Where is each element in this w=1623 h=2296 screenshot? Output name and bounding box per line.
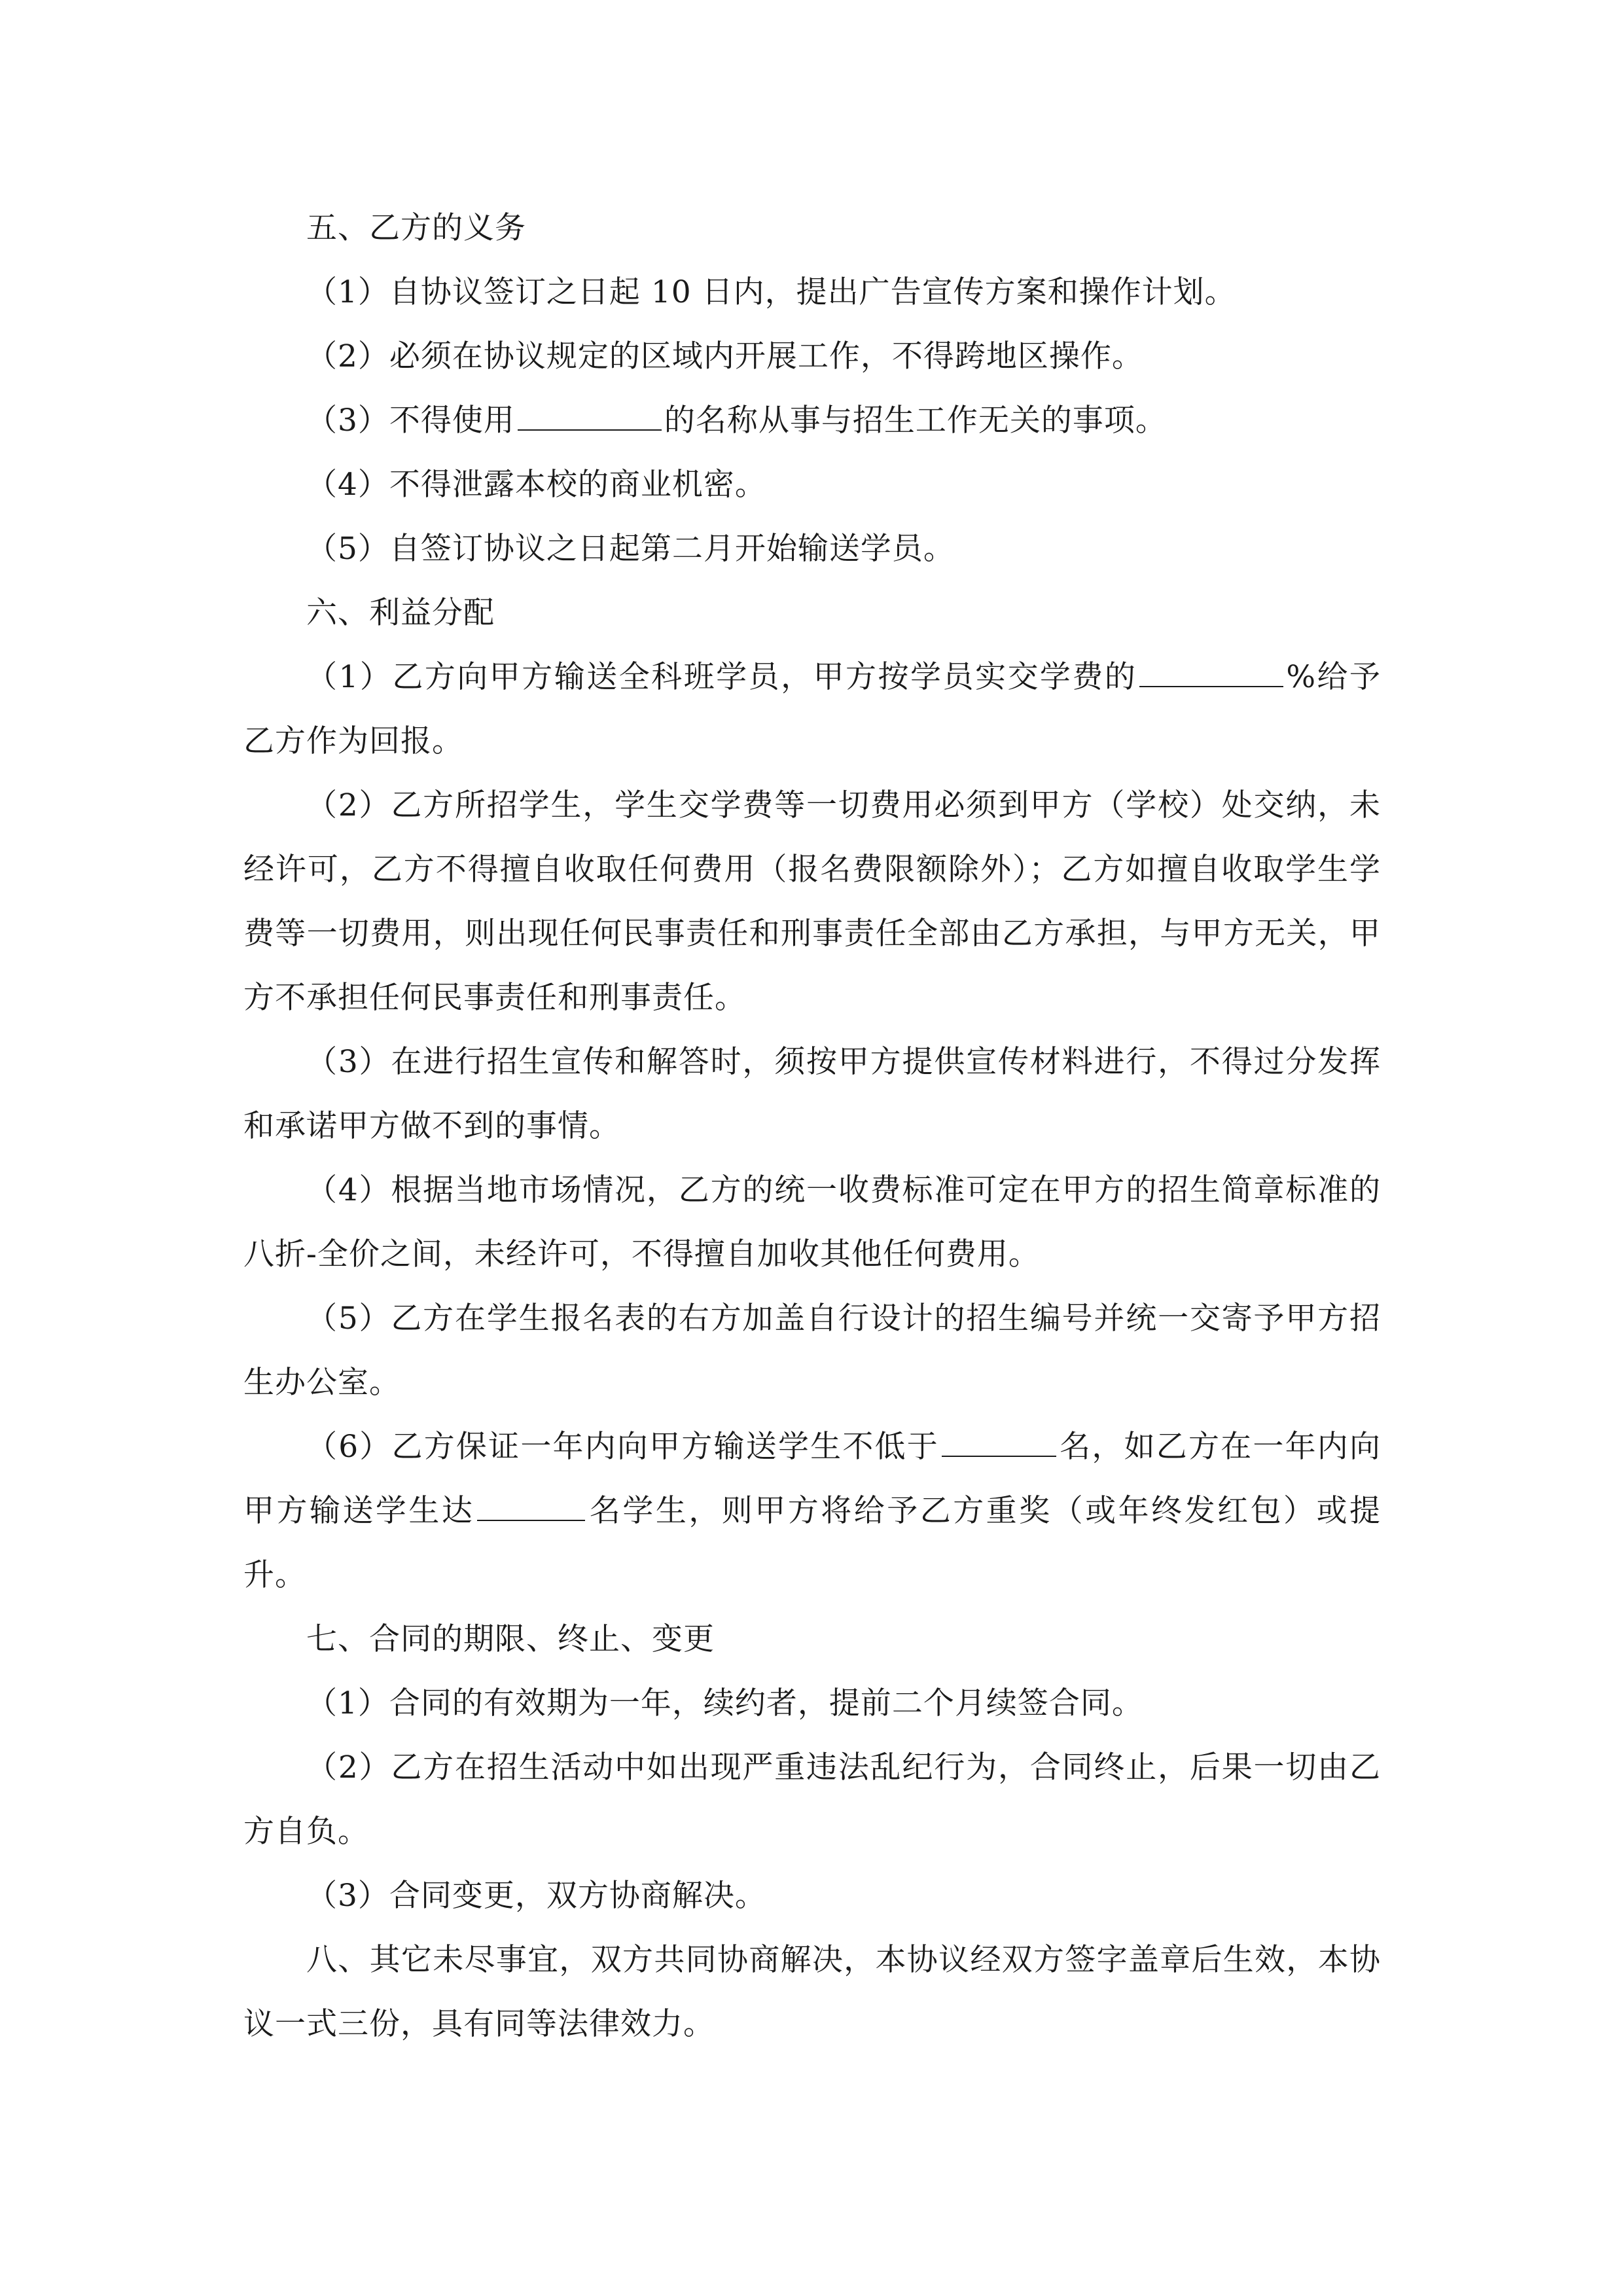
section-6-item-6	[243, 1415, 1381, 1607]
fill-in-blank-target-students	[477, 1490, 585, 1521]
section-7-item-2: （2）乙方在招生活动中如出现严重违法乱纪行为，合同终止，后果一切由乙方自负。	[243, 1749, 1381, 1850]
section-6-item-1-text-after: %给予乙方作为回报。	[243, 659, 1381, 759]
section-6-heading: 六、利益分配	[306, 595, 495, 631]
section-5-item-3-text-before: （3）不得使用	[306, 403, 515, 439]
section-6-item-5: （5）乙方在学生报名表的右方加盖自行设计的招生编号并统一交寄予甲方招生办公室。	[243, 1300, 1381, 1401]
section-6-item-4: （4）根据当地市场情况，乙方的统一收费标准可定在甲方的招生简章标准的八折-全价之间，未经许可，不得擅自加收其他任何费用。	[243, 1172, 1381, 1272]
section-8-text: 八、其它未尽事宜，双方共同协商解决，本协议经双方签字盖章后生效，本协议一式三份，具有同等法律效力。	[243, 1942, 1381, 2042]
section-5-item-3	[243, 389, 1381, 453]
section-6-item-2: （2）乙方所招学生，学生交学费等一切费用必须到甲方（学校）处交纳，未经许可，乙方不得擅自收取任何费用（报名费限额除外）；乙方如擅自收取学生学费等一切费用，则出现任何民事责任和刑事责任全部由乙方承担，与甲方无关，甲方不承担任何民事责任和刑事责任。	[243, 787, 1381, 1016]
section-7-heading: 七、合同的期限、终止、变更	[306, 1621, 715, 1657]
fill-in-blank-percentage	[1139, 656, 1283, 687]
contract-body	[243, 196, 1381, 2056]
section-5-heading: 五、乙方的义务	[306, 210, 526, 246]
section-5-item-5: （5）自签订协议之日起第二月开始输送学员。	[306, 531, 955, 567]
section-6-item-6-text-c: 名学生，则甲方将给予乙方重奖（或年终发红包）或提升。	[243, 1493, 1382, 1593]
section-6-item-6-text-b: 名，如乙方在一年内向甲方输送学生达	[243, 1429, 1381, 1529]
section-5-item-1: （1）自协议签订之日起 10 日内，提出广告宣传方案和操作计划。	[306, 274, 1236, 310]
section-5-item-2: （2）必须在协议规定的区域内开展工作，不得跨地区操作。	[306, 338, 1143, 374]
section-7-item-3: （3）合同变更，双方协商解决。	[306, 1878, 766, 1914]
section-5-item-4: （4）不得泄露本校的商业机密。	[306, 467, 766, 503]
fill-in-blank-minimum-students	[942, 1426, 1056, 1457]
section-6-item-6-text-a: （6）乙方保证一年内向甲方输送学生不低于	[306, 1429, 939, 1465]
section-5-item-3-text-after: 的名称从事与招生工作无关的事项。	[664, 403, 1167, 439]
fill-in-blank-school-name	[518, 399, 662, 431]
section-6-item-3: （3）在进行招生宣传和解答时，须按甲方提供宣传材料进行，不得过分发挥和承诺甲方做不到的事情。	[243, 1044, 1381, 1144]
section-6-item-1-text-before: （1）乙方向甲方输送全科班学员，甲方按学员实交学费的	[306, 659, 1137, 695]
section-7-item-1: （1）合同的有效期为一年，续约者，提前二个月续签合同。	[306, 1685, 1143, 1721]
section-6-item-1	[243, 645, 1381, 774]
